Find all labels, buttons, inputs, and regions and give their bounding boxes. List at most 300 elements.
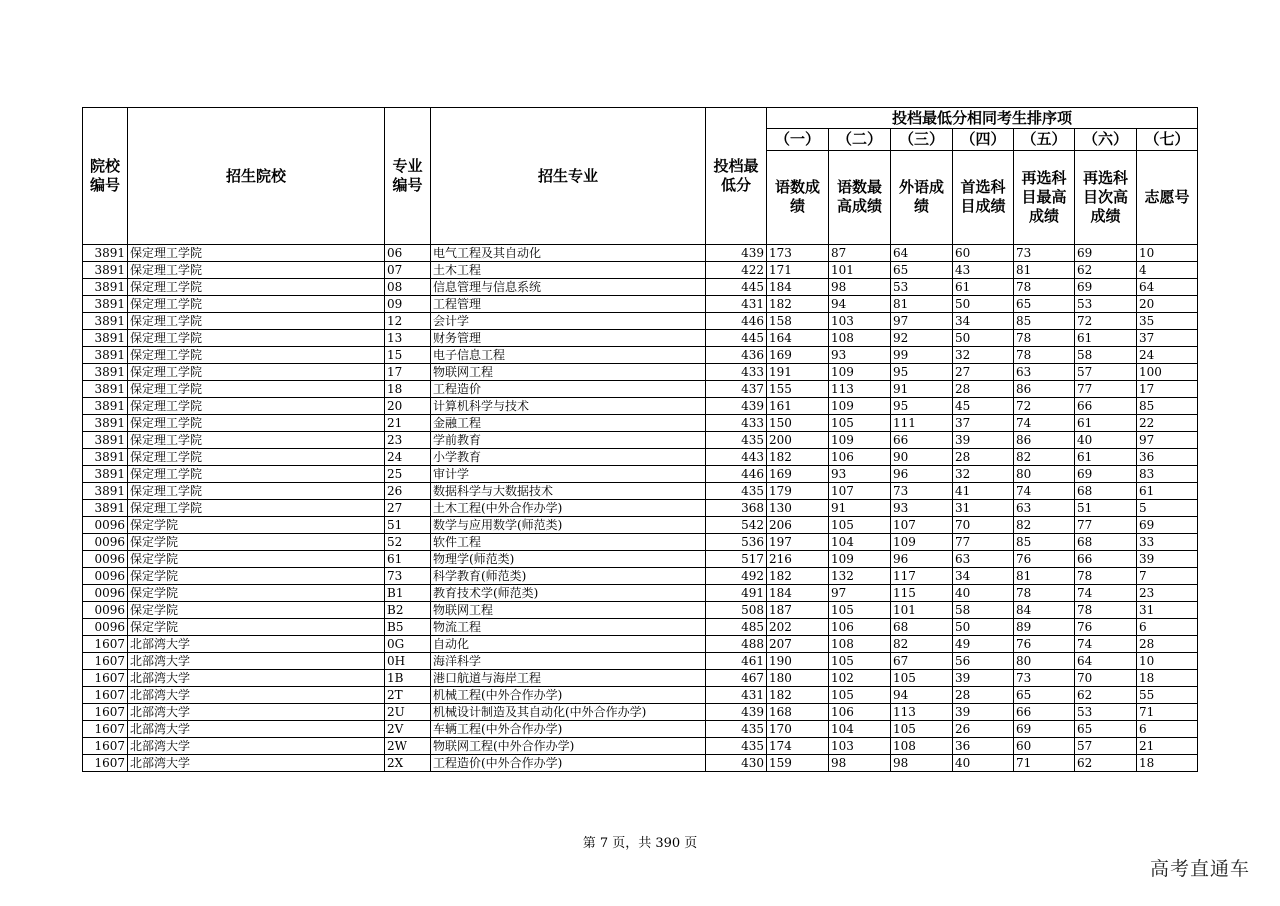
cell-rank2: 132	[829, 568, 891, 585]
cell-rank4: 50	[953, 330, 1014, 347]
cell-rank1: 184	[767, 585, 829, 602]
cell-major-name: 软件工程	[431, 534, 706, 551]
cell-rank1: 179	[767, 483, 829, 500]
cell-rank5: 84	[1014, 602, 1075, 619]
cell-rank7: 24	[1137, 347, 1198, 364]
cell-rank7: 64	[1137, 279, 1198, 296]
table-row	[83, 636, 1198, 653]
cell-rank6: 66	[1075, 398, 1137, 415]
cell-school-code: 0096	[83, 551, 128, 568]
header-rank-7: （七）	[1137, 129, 1198, 150]
cell-rank3: 111	[891, 415, 953, 432]
cell-major-name: 工程造价(中外合作办学)	[431, 755, 706, 772]
cell-school-name: 保定学院	[128, 602, 385, 619]
cell-rank7: 4	[1137, 262, 1198, 279]
cell-major-code: 12	[385, 313, 431, 330]
cell-rank5: 63	[1014, 500, 1075, 517]
cell-min-score: 430	[706, 755, 767, 772]
cell-rank1: 155	[767, 381, 829, 398]
cell-major-name: 海洋科学	[431, 653, 706, 670]
cell-school-name: 北部湾大学	[128, 687, 385, 704]
cell-rank3: 108	[891, 738, 953, 755]
cell-major-code: 21	[385, 415, 431, 432]
cell-rank1: 169	[767, 466, 829, 483]
cell-rank7: 5	[1137, 500, 1198, 517]
cell-rank6: 78	[1075, 568, 1137, 585]
cell-rank5: 66	[1014, 704, 1075, 721]
cell-school-code: 3891	[83, 262, 128, 279]
cell-major-code: 2X	[385, 755, 431, 772]
cell-school-name: 北部湾大学	[128, 670, 385, 687]
cell-rank5: 80	[1014, 653, 1075, 670]
table-row	[83, 483, 1198, 500]
cell-school-code: 3891	[83, 432, 128, 449]
cell-rank4: 31	[953, 500, 1014, 517]
cell-rank4: 56	[953, 653, 1014, 670]
cell-rank1: 182	[767, 687, 829, 704]
cell-rank4: 40	[953, 755, 1014, 772]
cell-major-code: B1	[385, 585, 431, 602]
cell-school-code: 3891	[83, 296, 128, 313]
cell-rank4: 28	[953, 381, 1014, 398]
cell-school-code: 0096	[83, 619, 128, 636]
cell-rank5: 74	[1014, 483, 1075, 500]
cell-major-name: 计算机科学与技术	[431, 398, 706, 415]
cell-major-name: 工程造价	[431, 381, 706, 398]
cell-rank5: 89	[1014, 619, 1075, 636]
cell-rank4: 58	[953, 602, 1014, 619]
table-row	[83, 585, 1198, 602]
cell-rank2: 105	[829, 517, 891, 534]
cell-major-code: 06	[385, 245, 431, 262]
cell-school-code: 0096	[83, 568, 128, 585]
header-sub-2: 语数最高成绩	[829, 150, 891, 244]
cell-min-score: 491	[706, 585, 767, 602]
cell-rank7: 7	[1137, 568, 1198, 585]
cell-rank3: 105	[891, 670, 953, 687]
cell-min-score: 445	[706, 279, 767, 296]
cell-rank7: 10	[1137, 245, 1198, 262]
cell-rank4: 45	[953, 398, 1014, 415]
cell-major-code: 25	[385, 466, 431, 483]
cell-rank3: 82	[891, 636, 953, 653]
cell-rank3: 73	[891, 483, 953, 500]
cell-major-name: 车辆工程(中外合作办学)	[431, 721, 706, 738]
table-row	[83, 568, 1198, 585]
cell-rank5: 78	[1014, 585, 1075, 602]
cell-school-code: 3891	[83, 381, 128, 398]
cell-major-name: 物联网工程	[431, 364, 706, 381]
cell-rank6: 62	[1075, 687, 1137, 704]
cell-major-code: B5	[385, 619, 431, 636]
cell-rank2: 106	[829, 619, 891, 636]
cell-major-name: 土木工程	[431, 262, 706, 279]
cell-major-code: B2	[385, 602, 431, 619]
cell-min-score: 467	[706, 670, 767, 687]
cell-rank4: 26	[953, 721, 1014, 738]
cell-rank2: 98	[829, 279, 891, 296]
header-rank-1: （一）	[767, 129, 829, 150]
cell-rank5: 73	[1014, 245, 1075, 262]
cell-rank2: 109	[829, 432, 891, 449]
cell-major-name: 物联网工程(中外合作办学)	[431, 738, 706, 755]
table-row	[83, 670, 1198, 687]
cell-school-name: 北部湾大学	[128, 704, 385, 721]
cell-rank6: 77	[1075, 381, 1137, 398]
cell-rank6: 78	[1075, 602, 1137, 619]
cell-rank7: 55	[1137, 687, 1198, 704]
cell-rank1: 184	[767, 279, 829, 296]
cell-rank6: 74	[1075, 585, 1137, 602]
cell-rank1: 191	[767, 364, 829, 381]
cell-rank7: 23	[1137, 585, 1198, 602]
cell-major-code: 08	[385, 279, 431, 296]
cell-school-code: 0096	[83, 517, 128, 534]
cell-rank1: 182	[767, 296, 829, 313]
cell-school-name: 保定理工学院	[128, 381, 385, 398]
cell-major-code: 07	[385, 262, 431, 279]
cell-major-code: 73	[385, 568, 431, 585]
cell-min-score: 433	[706, 415, 767, 432]
cell-rank3: 117	[891, 568, 953, 585]
table-row	[83, 466, 1198, 483]
cell-rank6: 53	[1075, 704, 1137, 721]
table-row	[83, 245, 1198, 262]
table-row	[83, 517, 1198, 534]
table-row	[83, 551, 1198, 568]
cell-rank4: 41	[953, 483, 1014, 500]
cell-rank3: 105	[891, 721, 953, 738]
cell-rank3: 96	[891, 466, 953, 483]
cell-rank4: 39	[953, 432, 1014, 449]
watermark-text: 高考直通车	[1149, 858, 1250, 880]
cell-rank4: 34	[953, 568, 1014, 585]
cell-rank7: 6	[1137, 619, 1198, 636]
cell-rank1: 174	[767, 738, 829, 755]
cell-rank5: 78	[1014, 330, 1075, 347]
cell-rank3: 93	[891, 500, 953, 517]
cell-rank3: 68	[891, 619, 953, 636]
cell-major-code: 61	[385, 551, 431, 568]
cell-school-name: 保定学院	[128, 568, 385, 585]
cell-rank3: 115	[891, 585, 953, 602]
cell-major-name: 会计学	[431, 313, 706, 330]
cell-rank3: 94	[891, 687, 953, 704]
cell-rank6: 77	[1075, 517, 1137, 534]
header-rank-3: （三）	[891, 129, 953, 150]
cell-rank6: 69	[1075, 245, 1137, 262]
header-major-code: 专业编号	[385, 108, 431, 245]
cell-rank1: 164	[767, 330, 829, 347]
cell-school-name: 保定学院	[128, 585, 385, 602]
cell-rank2: 97	[829, 585, 891, 602]
cell-min-score: 437	[706, 381, 767, 398]
cell-rank4: 39	[953, 670, 1014, 687]
cell-rank3: 97	[891, 313, 953, 330]
cell-rank2: 105	[829, 653, 891, 670]
cell-school-name: 保定理工学院	[128, 364, 385, 381]
cell-major-code: 1B	[385, 670, 431, 687]
cell-major-code: 51	[385, 517, 431, 534]
cell-rank7: 69	[1137, 517, 1198, 534]
cell-major-name: 机械设计制造及其自动化(中外合作办学)	[431, 704, 706, 721]
cell-rank6: 64	[1075, 653, 1137, 670]
cell-rank1: 187	[767, 602, 829, 619]
cell-rank3: 98	[891, 755, 953, 772]
cell-major-name: 物理学(师范类)	[431, 551, 706, 568]
cell-rank7: 22	[1137, 415, 1198, 432]
cell-min-score: 488	[706, 636, 767, 653]
cell-rank5: 65	[1014, 296, 1075, 313]
cell-rank3: 64	[891, 245, 953, 262]
cell-rank4: 32	[953, 466, 1014, 483]
cell-rank4: 39	[953, 704, 1014, 721]
cell-rank1: 169	[767, 347, 829, 364]
header-sub-3: 外语成绩	[891, 150, 953, 244]
cell-min-score: 435	[706, 738, 767, 755]
cell-school-name: 保定理工学院	[128, 313, 385, 330]
cell-rank4: 77	[953, 534, 1014, 551]
cell-rank2: 87	[829, 245, 891, 262]
header-major-name: 招生专业	[431, 108, 706, 245]
cell-school-name: 北部湾大学	[128, 721, 385, 738]
cell-school-name: 保定理工学院	[128, 483, 385, 500]
table-row	[83, 415, 1198, 432]
cell-rank4: 28	[953, 687, 1014, 704]
cell-school-code: 1607	[83, 704, 128, 721]
cell-rank3: 53	[891, 279, 953, 296]
cell-rank2: 93	[829, 347, 891, 364]
cell-school-name: 保定学院	[128, 619, 385, 636]
cell-rank7: 33	[1137, 534, 1198, 551]
cell-major-name: 土木工程(中外合作办学)	[431, 500, 706, 517]
cell-school-name: 保定理工学院	[128, 347, 385, 364]
cell-rank1: 168	[767, 704, 829, 721]
cell-rank4: 27	[953, 364, 1014, 381]
cell-school-name: 北部湾大学	[128, 755, 385, 772]
cell-rank1: 206	[767, 517, 829, 534]
cell-rank4: 61	[953, 279, 1014, 296]
cell-school-name: 保定理工学院	[128, 296, 385, 313]
cell-school-name: 保定理工学院	[128, 262, 385, 279]
cell-rank7: 100	[1137, 364, 1198, 381]
cell-school-code: 0096	[83, 534, 128, 551]
cell-major-name: 数据科学与大数据技术	[431, 483, 706, 500]
cell-rank1: 180	[767, 670, 829, 687]
cell-major-code: 2U	[385, 704, 431, 721]
table-row	[83, 381, 1198, 398]
cell-rank6: 61	[1075, 330, 1137, 347]
cell-major-code: 17	[385, 364, 431, 381]
header-sub-5: 再选科目最高成绩	[1014, 150, 1075, 244]
cell-school-name: 保定学院	[128, 534, 385, 551]
cell-rank2: 103	[829, 313, 891, 330]
cell-rank1: 159	[767, 755, 829, 772]
cell-school-code: 3891	[83, 415, 128, 432]
cell-rank1: 182	[767, 449, 829, 466]
cell-rank2: 106	[829, 449, 891, 466]
cell-rank1: 197	[767, 534, 829, 551]
cell-major-name: 物流工程	[431, 619, 706, 636]
cell-school-code: 3891	[83, 330, 128, 347]
table-row	[83, 313, 1198, 330]
cell-rank4: 70	[953, 517, 1014, 534]
cell-rank5: 78	[1014, 347, 1075, 364]
cell-major-name: 财务管理	[431, 330, 706, 347]
cell-rank4: 49	[953, 636, 1014, 653]
cell-major-code: 24	[385, 449, 431, 466]
cell-rank7: 35	[1137, 313, 1198, 330]
cell-rank5: 60	[1014, 738, 1075, 755]
cell-rank6: 58	[1075, 347, 1137, 364]
header-school-code: 院校编号	[83, 108, 128, 245]
header-min-score: 投档最低分	[706, 108, 767, 245]
cell-rank6: 70	[1075, 670, 1137, 687]
cell-min-score: 433	[706, 364, 767, 381]
cell-school-name: 保定理工学院	[128, 500, 385, 517]
cell-rank7: 18	[1137, 755, 1198, 772]
cell-min-score: 435	[706, 721, 767, 738]
cell-school-code: 1607	[83, 755, 128, 772]
cell-school-name: 北部湾大学	[128, 738, 385, 755]
header-sub-4: 首选科目成绩	[953, 150, 1014, 244]
cell-rank5: 76	[1014, 551, 1075, 568]
cell-rank3: 81	[891, 296, 953, 313]
cell-rank4: 50	[953, 619, 1014, 636]
cell-major-name: 小学教育	[431, 449, 706, 466]
cell-rank7: 10	[1137, 653, 1198, 670]
cell-school-code: 3891	[83, 313, 128, 330]
cell-rank7: 97	[1137, 432, 1198, 449]
cell-rank1: 158	[767, 313, 829, 330]
cell-major-code: 2V	[385, 721, 431, 738]
cell-rank6: 40	[1075, 432, 1137, 449]
cell-rank1: 216	[767, 551, 829, 568]
cell-major-name: 教育技术学(师范类)	[431, 585, 706, 602]
cell-rank3: 107	[891, 517, 953, 534]
cell-rank5: 85	[1014, 534, 1075, 551]
cell-school-code: 1607	[83, 653, 128, 670]
cell-rank4: 34	[953, 313, 1014, 330]
cell-min-score: 368	[706, 500, 767, 517]
cell-rank7: 83	[1137, 466, 1198, 483]
cell-rank6: 62	[1075, 262, 1137, 279]
table-body	[83, 245, 1198, 772]
cell-rank6: 62	[1075, 755, 1137, 772]
cell-rank2: 103	[829, 738, 891, 755]
cell-school-name: 保定学院	[128, 551, 385, 568]
cell-rank1: 171	[767, 262, 829, 279]
table-row	[83, 398, 1198, 415]
table-row	[83, 364, 1198, 381]
cell-rank6: 66	[1075, 551, 1137, 568]
cell-rank6: 61	[1075, 415, 1137, 432]
cell-rank1: 207	[767, 636, 829, 653]
cell-min-score: 542	[706, 517, 767, 534]
table-row	[83, 449, 1198, 466]
cell-school-code: 3891	[83, 245, 128, 262]
cell-school-name: 保定理工学院	[128, 398, 385, 415]
cell-rank3: 90	[891, 449, 953, 466]
cell-school-code: 1607	[83, 721, 128, 738]
cell-school-name: 保定理工学院	[128, 449, 385, 466]
cell-rank4: 50	[953, 296, 1014, 313]
cell-rank3: 91	[891, 381, 953, 398]
cell-rank2: 109	[829, 364, 891, 381]
cell-rank5: 80	[1014, 466, 1075, 483]
cell-rank7: 20	[1137, 296, 1198, 313]
cell-min-score: 445	[706, 330, 767, 347]
cell-rank2: 107	[829, 483, 891, 500]
admission-score-table	[82, 107, 1198, 772]
cell-rank7: 6	[1137, 721, 1198, 738]
cell-min-score: 443	[706, 449, 767, 466]
cell-rank2: 105	[829, 602, 891, 619]
header-sub-1: 语数成绩	[767, 150, 829, 244]
cell-major-name: 审计学	[431, 466, 706, 483]
cell-rank3: 95	[891, 364, 953, 381]
cell-rank3: 67	[891, 653, 953, 670]
cell-rank5: 86	[1014, 381, 1075, 398]
cell-major-name: 物联网工程	[431, 602, 706, 619]
table-row	[83, 279, 1198, 296]
cell-school-code: 0096	[83, 602, 128, 619]
cell-rank3: 109	[891, 534, 953, 551]
table-header	[83, 108, 1198, 245]
cell-rank2: 108	[829, 330, 891, 347]
cell-min-score: 436	[706, 347, 767, 364]
cell-major-code: 15	[385, 347, 431, 364]
cell-min-score: 435	[706, 483, 767, 500]
cell-major-code: 18	[385, 381, 431, 398]
table-row	[83, 687, 1198, 704]
cell-major-code: 13	[385, 330, 431, 347]
cell-major-name: 科学教育(师范类)	[431, 568, 706, 585]
cell-rank5: 72	[1014, 398, 1075, 415]
header-rank-5: （五）	[1014, 129, 1075, 150]
table-row	[83, 500, 1198, 517]
cell-school-name: 保定理工学院	[128, 466, 385, 483]
cell-rank2: 91	[829, 500, 891, 517]
cell-rank5: 81	[1014, 568, 1075, 585]
cell-school-code: 3891	[83, 347, 128, 364]
cell-rank2: 109	[829, 398, 891, 415]
cell-rank7: 61	[1137, 483, 1198, 500]
header-rank-4: （四）	[953, 129, 1014, 150]
cell-school-code: 0096	[83, 585, 128, 602]
cell-school-name: 北部湾大学	[128, 653, 385, 670]
cell-school-code: 1607	[83, 636, 128, 653]
cell-min-score: 446	[706, 466, 767, 483]
header-sub-7: 志愿号	[1137, 150, 1198, 244]
cell-major-code: 2W	[385, 738, 431, 755]
cell-school-code: 3891	[83, 500, 128, 517]
cell-rank3: 95	[891, 398, 953, 415]
table-row	[83, 619, 1198, 636]
cell-rank6: 72	[1075, 313, 1137, 330]
cell-min-score: 508	[706, 602, 767, 619]
cell-major-name: 数学与应用数学(师范类)	[431, 517, 706, 534]
cell-school-name: 保定学院	[128, 517, 385, 534]
cell-rank7: 18	[1137, 670, 1198, 687]
cell-school-code: 3891	[83, 483, 128, 500]
cell-major-name: 金融工程	[431, 415, 706, 432]
cell-rank6: 51	[1075, 500, 1137, 517]
cell-rank1: 170	[767, 721, 829, 738]
cell-major-code: 26	[385, 483, 431, 500]
cell-rank5: 65	[1014, 687, 1075, 704]
cell-rank2: 98	[829, 755, 891, 772]
